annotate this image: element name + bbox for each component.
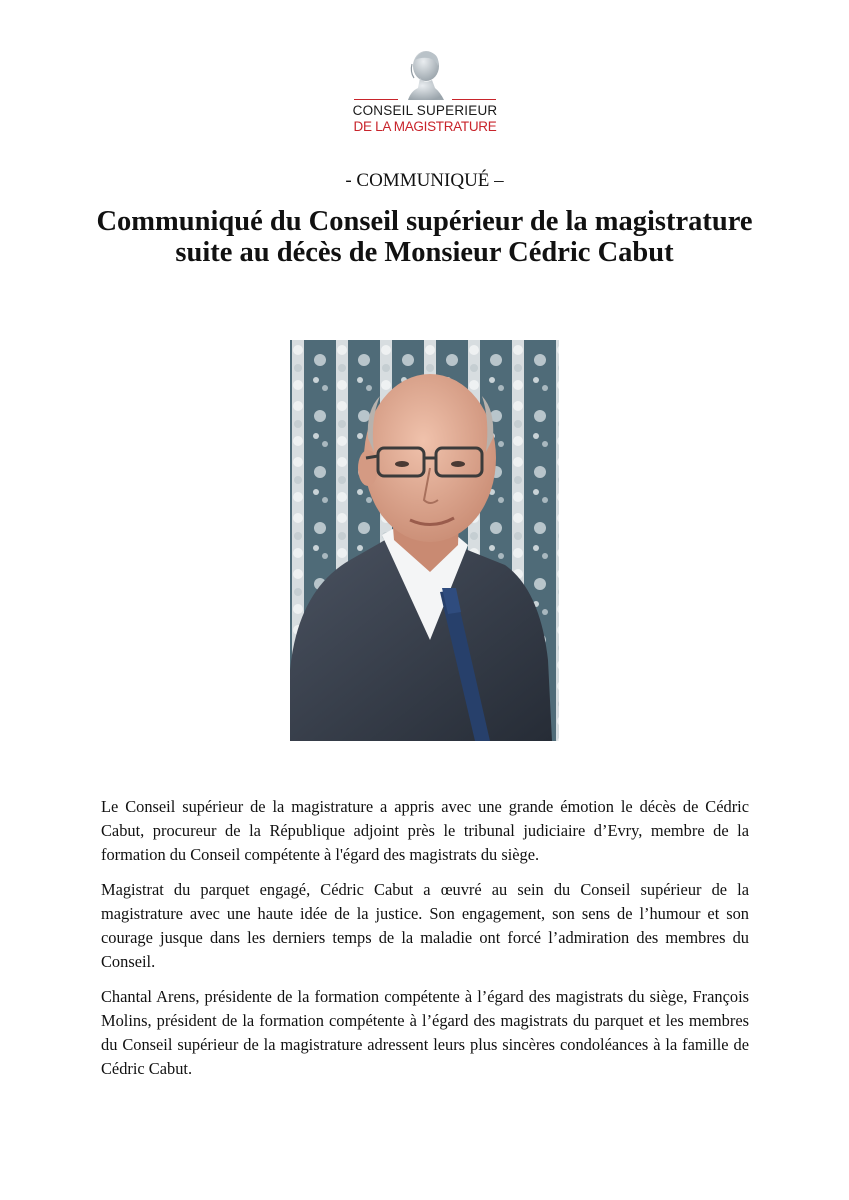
paragraph-3: Chantal Arens, présidente de la formation compétente à l’égard des magistrats du siège, François Molins, président de la formation compétente à l’égard des magistrats du parquet et les membres du Conseil supérieur de la magistrature adressent leurs plus sincères condoléances à la famille de Cédric Cabut. [101,987,749,1078]
paragraph-2: Magistrat du parquet engagé, Cédric Cabut a œuvré au sein du Conseil supérieur de la magistrature avec une haute idée de la justice. Son engagement, son sens de l’humour et son courage jusque dans les derniers temps de la maladie ont forcé l’admiration des membres du Conseil. [101,880,749,971]
communique-label: - COMMUNIQUÉ – [345,170,504,191]
logo-rule-left [354,99,398,100]
csm-logo [340,48,510,138]
portrait-photo [290,340,559,741]
logo-text-line2: DE LA MAGISTRATURE [353,119,497,134]
marianne-bust-icon [402,48,448,100]
logo-rule-right [452,99,496,100]
page-title: Communiqué du Conseil supérieur de la magistrature suite au décès de Monsieur Cédric Cabut [96,206,753,268]
portrait-illustration [290,340,559,741]
logo-text-line1: CONSEIL SUPERIEUR [352,103,498,118]
communique-body [101,795,749,1092]
paragraph-1: Le Conseil supérieur de la magistrature a appris avec une grande émotion le décès de Cédric Cabut, procureur de la République adjoint près le tribunal judiciaire d’Evry, membre de la formation du Conseil compétente à l'égard des magistrats du siège. [101,797,749,864]
